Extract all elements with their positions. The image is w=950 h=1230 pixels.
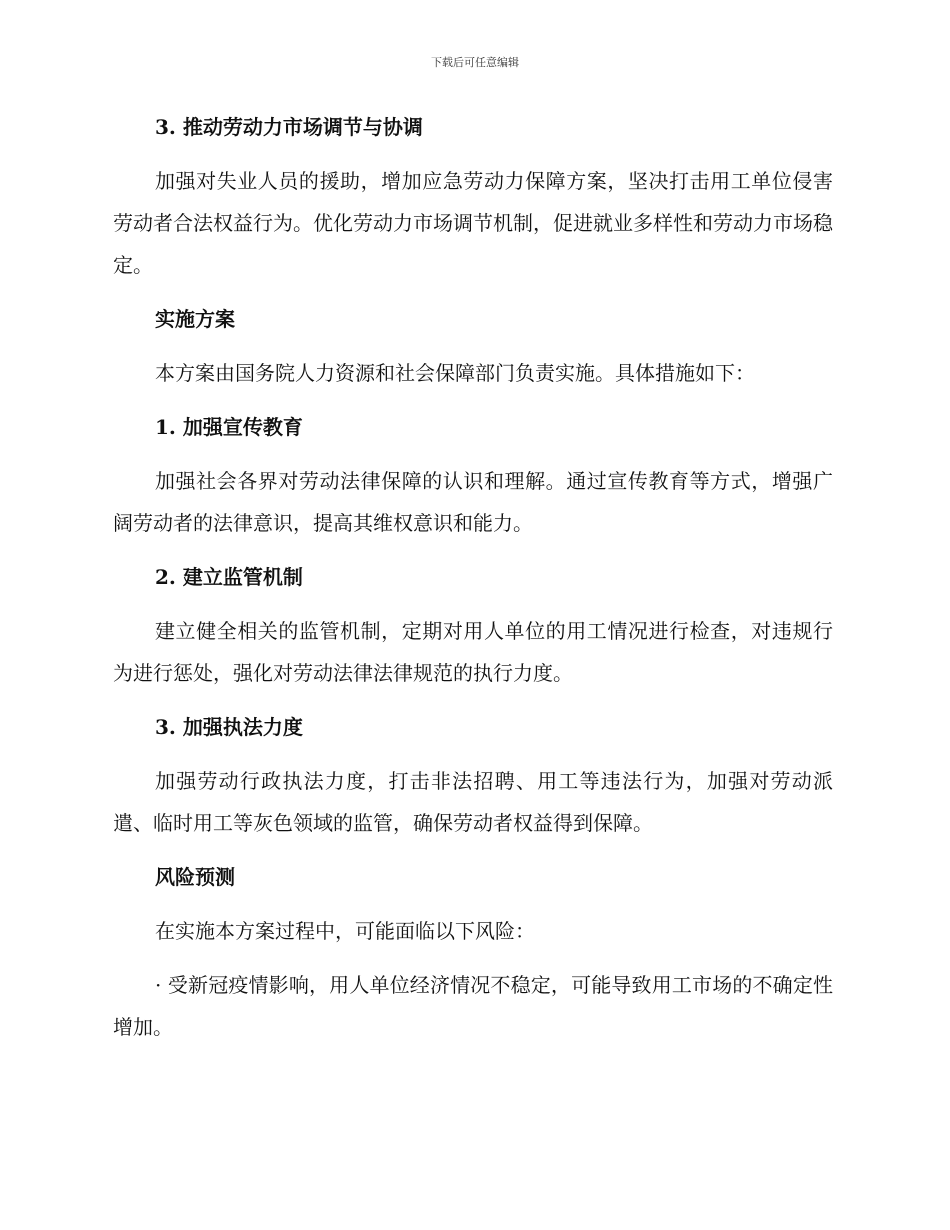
- section-heading-enforcement: 3. 加强执法力度: [155, 715, 303, 739]
- paragraph-risk-bullet: · 受新冠疫情影响，用人单位经济情况不稳定，可能导致用工市场的不确定性增加。: [113, 973, 833, 1039]
- paragraph-publicity: 加强社会各界对劳动法律保障的认识和理解。通过宣传教育等方式，增强广阔劳动者的法律意识，提高其维权意识和能力。: [113, 469, 833, 535]
- section-heading-market-regulation: 3. 推动劳动力市场调节与协调: [155, 115, 423, 139]
- document-body: [113, 106, 833, 1048]
- paragraph-enforcement: 加强劳动行政执法力度，打击非法招聘、用工等违法行为，加强对劳动派遣、临时用工等灰色领域的监管，确保劳动者权益得到保障。: [113, 769, 833, 835]
- paragraph-market-regulation: 加强对失业人员的援助，增加应急劳动力保障方案，坚决打击用工单位侵害劳动者合法权益行为。优化劳动力市场调节机制，促进就业多样性和劳动力市场稳定。: [113, 169, 833, 277]
- paragraph-supervision: 建立健全相关的监管机制，定期对用人单位的用工情况进行检查，对违规行为进行惩处，强化对劳动法律法律规范的执行力度。: [113, 619, 833, 685]
- section-heading-publicity: 1. 加强宣传教育: [155, 415, 303, 439]
- paragraph-implementation-intro: 本方案由国务院人力资源和社会保障部门负责实施。具体措施如下：: [155, 361, 755, 385]
- paragraph-risk-intro: 在实施本方案过程中，可能面临以下风险：: [155, 919, 535, 943]
- page-header-note: 下载后可任意编辑: [431, 56, 519, 69]
- section-heading-risk: 风险预测: [155, 865, 235, 889]
- section-heading-implementation: 实施方案: [155, 307, 235, 331]
- section-heading-supervision: 2. 建立监管机制: [155, 565, 303, 589]
